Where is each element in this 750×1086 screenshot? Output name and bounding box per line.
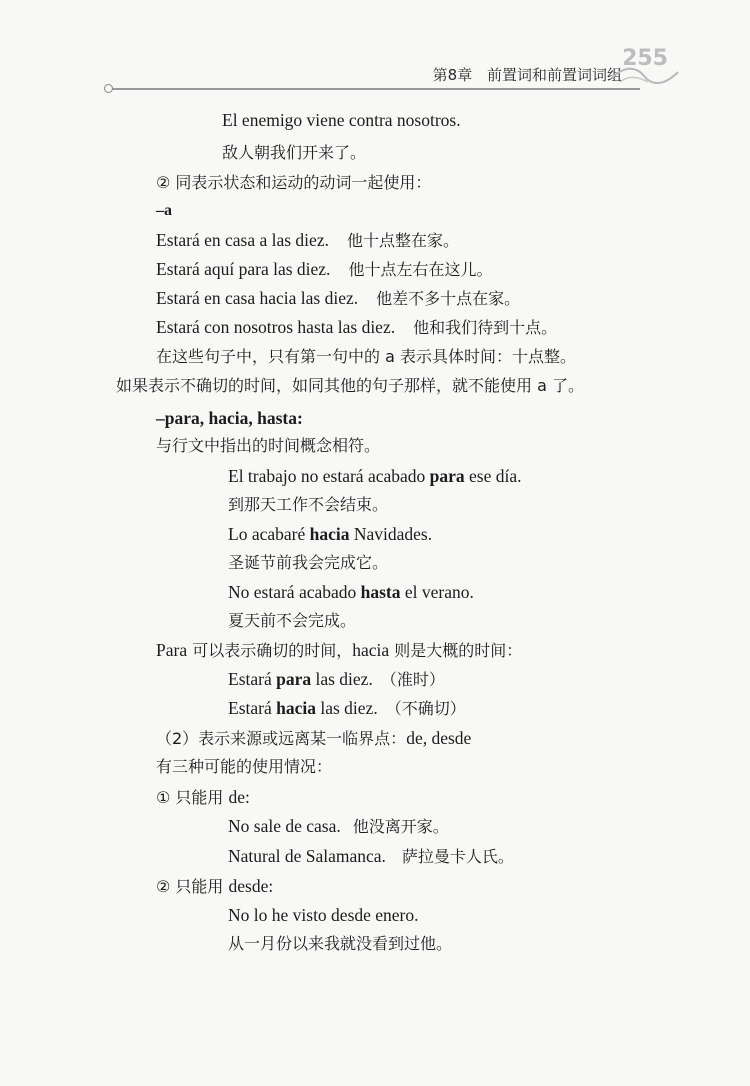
paragraph-line: 与行文中指出的时间概念相符。	[156, 436, 381, 455]
running-header	[110, 46, 670, 96]
example-es: No sale de casa.	[228, 816, 341, 836]
page-number: 255	[622, 46, 668, 71]
paragraph-line: 有三种可能的使用情况：	[156, 757, 333, 776]
text-run: 则是大概的时间：	[389, 641, 523, 660]
text-run: Lo acabaré	[228, 524, 310, 544]
example-zh: （不确切）	[385, 699, 466, 718]
example-zh: 从一月份以来我就没看到过他。	[228, 934, 453, 953]
emphasis-word: para	[429, 466, 465, 486]
text-run: el verano.	[400, 582, 474, 602]
example-es	[228, 581, 474, 603]
text-run: desde:	[228, 876, 274, 896]
example-es: Estará en casa hacia las diez.	[156, 288, 359, 308]
emphasis-word: hacia	[309, 524, 350, 544]
subheading: ② 同表示状态和运动的动词一起使用：	[156, 173, 432, 192]
example-es: El enemigo viene contra nosotros.	[222, 110, 461, 130]
example-zh: 夏天前不会完成。	[228, 611, 357, 630]
text-run: No estará acabado	[228, 582, 361, 602]
example-zh: 敌人朝我们开来了。	[222, 143, 367, 162]
example-es: Estará con nosotros hasta las diez.	[156, 317, 396, 337]
example-row	[228, 845, 514, 868]
text-run: hacia	[352, 640, 390, 660]
example-row	[228, 668, 445, 691]
example-row	[156, 316, 557, 339]
example-zh: 他十点整在家。	[346, 231, 459, 250]
example-row	[156, 258, 492, 281]
rule-end-dot	[104, 84, 113, 93]
example-zh: 他没离开家。	[352, 817, 449, 836]
example-row	[156, 229, 459, 252]
text-run: las diez.	[311, 669, 373, 689]
example-es: Estará aquí para las diez.	[156, 259, 331, 279]
paragraph-line: 如果表示不确切的时间，如同其他的句子那样，就不能使用 a 了。	[116, 376, 584, 395]
subheading	[156, 786, 250, 809]
text-run: de:	[228, 787, 250, 807]
example-es: Natural de Salamanca.	[228, 846, 386, 866]
example-es	[228, 465, 522, 487]
text-run: ese día.	[464, 466, 522, 486]
text-run: las diez.	[315, 698, 378, 718]
emphasis-word: hasta	[360, 582, 401, 602]
header-title	[433, 64, 622, 85]
paragraph-line	[156, 639, 522, 662]
chapter-label: 第8章	[432, 66, 473, 84]
text-run: ① 只能用	[156, 788, 229, 807]
example-row	[228, 815, 449, 838]
text-run: El trabajo no estará acabado	[228, 466, 430, 486]
text-run: Estará	[228, 669, 277, 689]
example-row	[228, 697, 466, 720]
example-es	[228, 523, 432, 545]
chapter-title: 前置词和前置词词组	[486, 66, 622, 84]
text-run: 可以表示确切的时间，	[187, 641, 353, 660]
example-zh: 他十点左右在这儿。	[348, 260, 493, 279]
section-heading	[156, 727, 471, 750]
text-run: Estará	[228, 698, 277, 718]
example-zh: 到那天工作不会结束。	[228, 495, 389, 514]
preposition-label: –a	[156, 202, 172, 219]
example-es: No lo he visto desde enero.	[228, 905, 419, 925]
text-run: Para	[156, 640, 188, 660]
example-zh: 圣诞节前我会完成它。	[228, 553, 389, 572]
preposition-label: –para, hacia, hasta:	[156, 408, 303, 428]
paragraph-line: 在这些句子中，只有第一句中的 a 表示具体时间：十点整。	[156, 347, 576, 366]
text-run: （2）表示来源或远离某一临界点：	[156, 729, 407, 748]
header-rule	[110, 88, 640, 90]
example-row	[156, 287, 520, 310]
text-run: ② 只能用	[156, 877, 229, 896]
example-es: Estará en casa a las diez.	[156, 230, 329, 250]
emphasis-word: para	[276, 669, 312, 689]
subheading	[156, 875, 273, 898]
example-zh: 他和我们待到十点。	[413, 318, 558, 337]
example-zh: 萨拉曼卡人氏。	[401, 847, 514, 866]
example-zh: （准时）	[380, 670, 445, 689]
example-zh: 他差不多十点在家。	[376, 289, 521, 308]
text-run: Navidades.	[349, 524, 433, 544]
emphasis-word: hacia	[276, 698, 316, 718]
text-run: de, desde	[406, 728, 472, 748]
